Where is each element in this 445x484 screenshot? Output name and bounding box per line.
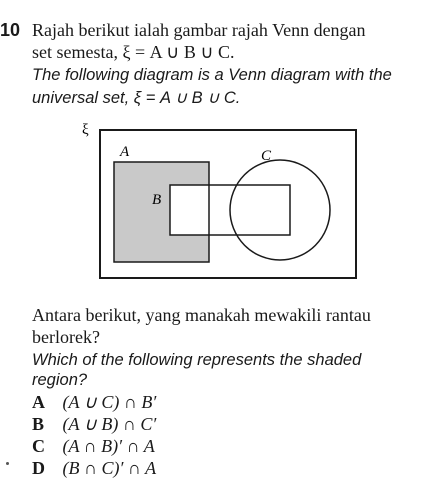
prompt-malay-line-2: berlorek? [32,327,100,347]
prompt-english-line-1: Which of the following represents the shaded [32,351,362,369]
prompt-malay-line-1: Antara berikut, yang manakah mewakili rantau [32,305,371,325]
answer-option-d[interactable] [32,458,156,479]
shaded-region [114,162,209,262]
set-c-label: C [261,148,272,164]
option-letter: D [32,458,45,478]
question-number: 10 [0,20,21,40]
answer-option-a[interactable] [32,392,156,413]
option-expression: (A ∪ B) ∩ C′ [62,414,157,434]
question-stem-malay-line-1: Rajah berikut ialah gambar rajah Venn dengan [32,20,366,40]
question-stem-english-line-1: The following diagram is a Venn diagram with the [32,66,392,84]
prompt-english-line-2: region? [32,371,88,389]
set-c-circle [230,160,330,260]
venn-diagram [80,120,360,290]
answer-option-b[interactable] [32,414,156,435]
set-a-label: A [120,144,130,160]
universal-set-label: ξ [82,122,89,138]
margin-dot [6,462,9,465]
question-stem-english-line-2: universal set, ξ = A ∪ B ∪ C. [32,89,241,107]
option-expression: (B ∩ C)′ ∩ A [62,458,157,478]
answer-option-c[interactable] [32,436,155,457]
set-b-label: B [152,192,162,208]
option-letter: B [32,414,45,434]
option-expression: (A ∩ B)′ ∩ A [62,436,155,456]
option-letter: A [32,392,45,412]
option-letter: C [32,436,45,456]
option-expression: (A ∪ C) ∩ B′ [62,392,157,412]
question-stem-malay-line-2: set semesta, ξ = A ∪ B ∪ C. [32,42,235,62]
